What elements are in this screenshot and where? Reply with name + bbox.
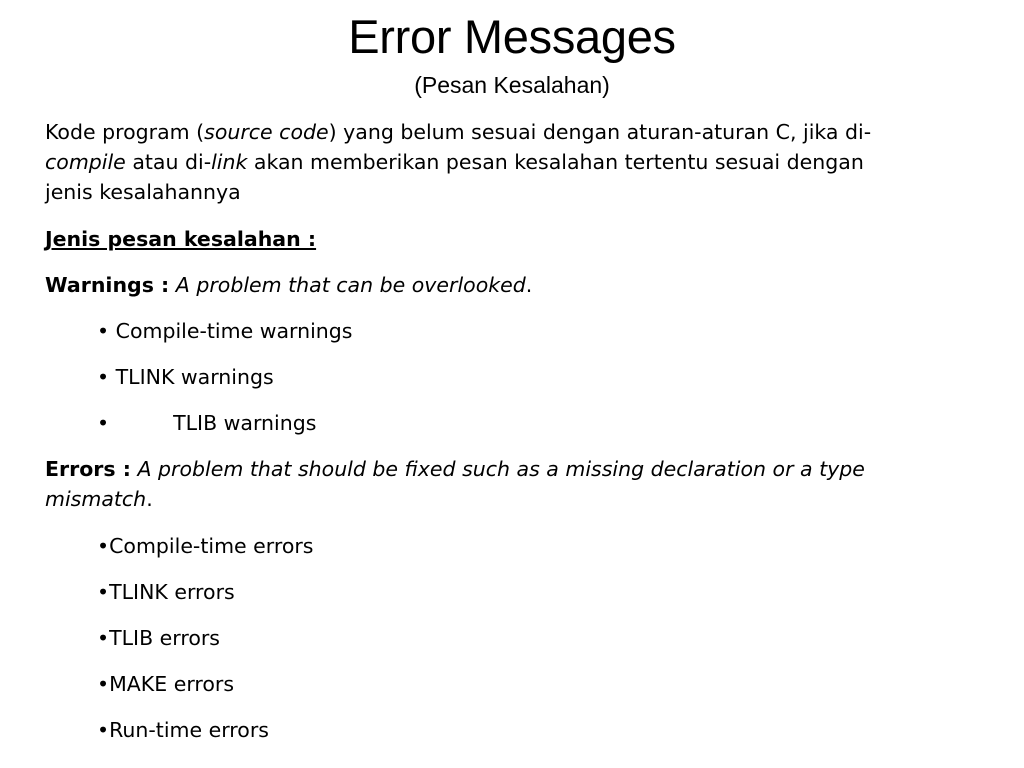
term-link: link <box>211 150 248 174</box>
term-compile: compile <box>45 150 126 174</box>
list-item: •Run-time errors <box>97 718 269 742</box>
list-item: •MAKE errors <box>97 672 235 696</box>
list-item: •Compile-time errors <box>97 534 314 558</box>
list-item: • TLINK warnings <box>97 365 274 389</box>
list-item: •TLIB errors <box>97 626 220 650</box>
list-item: • Compile-time warnings <box>97 319 353 343</box>
intro-line-2: compile atau di-link akan memberikan pesan kesalahan tertentu sesuai dengan <box>45 150 864 174</box>
errors-label: Errors : <box>45 457 131 481</box>
bullet: • <box>97 718 110 742</box>
types-heading: Jenis pesan kesalahan : <box>45 227 317 251</box>
slide-subtitle: (Pesan Kesalahan) <box>414 72 610 98</box>
warnings-description: A problem that can be overlooked <box>175 273 526 297</box>
bullet: • <box>97 534 110 558</box>
warnings-definition: Warnings : A problem that can be overlooked. <box>45 273 533 297</box>
term-source-code: source code <box>204 120 329 144</box>
slide-title: Error Messages <box>348 10 676 63</box>
intro-line-3: jenis kesalahannya <box>45 180 241 204</box>
bullet: • <box>97 319 110 343</box>
errors-description: A problem that should be fixed such as a missing declaration or a type <box>137 457 865 481</box>
bullet: • <box>97 626 110 650</box>
list-item: • TLIB warnings <box>97 411 317 435</box>
bullet: • <box>97 672 110 696</box>
bullet: • <box>97 411 110 435</box>
warnings-label: Warnings : <box>45 273 170 297</box>
intro-line-1: Kode program (source code) yang belum sesuai dengan aturan-aturan C, jika di- <box>45 120 872 144</box>
list-item: •TLINK errors <box>97 580 235 604</box>
bullet: • <box>97 580 110 604</box>
errors-definition-line-2: mismatch. <box>45 487 153 511</box>
errors-definition-line-1 <box>45 454 865 484</box>
bullet: • <box>97 365 110 389</box>
